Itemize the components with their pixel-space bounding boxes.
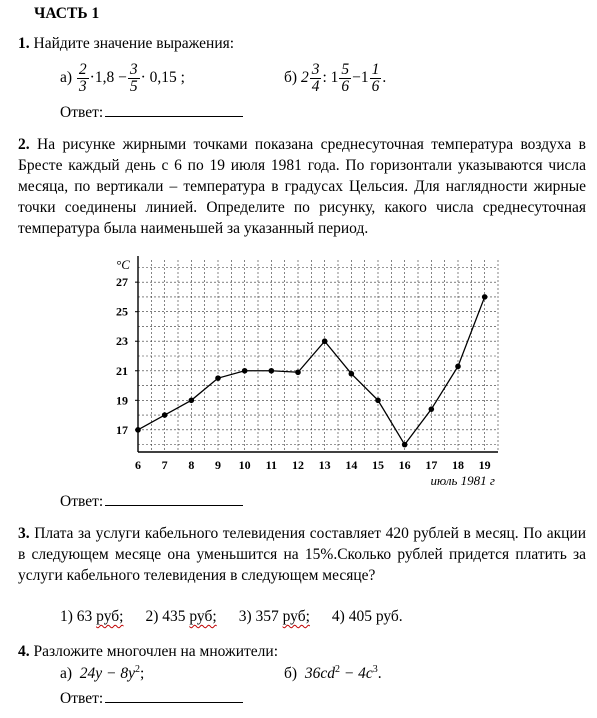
chart-axes <box>135 256 498 452</box>
temperature-point <box>322 338 328 344</box>
y-tick-label: 27 <box>116 275 128 290</box>
temperature-point <box>215 375 221 381</box>
fraction: $\frac{1}{6}$ <box>371 60 380 95</box>
task1-expression-b <box>284 58 386 98</box>
part-title: ЧАСТЬ 1 <box>34 5 100 22</box>
task3-prompt <box>18 523 586 586</box>
task4-a-end: ; <box>140 665 145 683</box>
task4-expression-a <box>60 664 144 683</box>
task1-expression-a <box>60 58 185 98</box>
task4-b-expr: 36cd <box>304 665 335 683</box>
y-tick-label: 21 <box>116 363 128 378</box>
task3-text: Плата за услуги кабельного телевидения составляет 420 рублей в месяц. По акции в следующем месяце она уменьшится на 15%.Сколько рублей придется платить за услуги кабельного телевидения в следующем месяце? <box>18 525 586 584</box>
task4-expression-b <box>284 664 382 683</box>
x-axis-caption: июль 1981 г <box>430 473 495 488</box>
task2-answer <box>60 491 243 511</box>
x-tick-label: 14 <box>345 458 358 472</box>
temperature-point <box>429 406 435 412</box>
fraction: $\frac{2}{3}$ <box>78 60 87 95</box>
temperature-point <box>189 398 195 404</box>
y-tick-label: 23 <box>116 334 128 349</box>
chart-grid <box>138 260 498 452</box>
answer-label: Ответ: <box>60 493 104 510</box>
x-tick-labels <box>135 458 491 472</box>
option-1[interactable]: 1) 63 руб; <box>60 608 124 625</box>
temperature-point <box>349 371 355 377</box>
option-3[interactable]: 3) 357 руб; <box>238 608 310 625</box>
answer-blank[interactable] <box>105 688 243 703</box>
task1-answer <box>60 102 243 122</box>
task2-prompt <box>18 134 586 239</box>
temperature-point <box>269 368 275 374</box>
y-axis-unit: °C <box>116 257 130 272</box>
answer-label: Ответ: <box>60 690 104 707</box>
x-tick-label: 18 <box>452 458 464 472</box>
x-tick-label: 6 <box>135 458 141 472</box>
exponent: 2 <box>334 664 340 675</box>
x-tick-label: 11 <box>265 458 278 472</box>
task1-a-mid: ·1,8 − <box>89 69 127 86</box>
task4-a-label: а) <box>60 665 73 683</box>
option-2[interactable]: 2) 435 руб; <box>145 608 217 625</box>
x-tick-label: 7 <box>161 458 168 472</box>
temperature-point <box>135 427 141 433</box>
temperature-point <box>455 364 461 370</box>
y-tick-labels <box>116 275 128 437</box>
x-tick-label: 13 <box>318 458 331 472</box>
exponent: 3 <box>372 664 378 675</box>
task4-b-end: . <box>377 665 382 683</box>
temperature-chart <box>100 252 520 492</box>
x-tick-label: 17 <box>425 458 438 472</box>
task1-b-end: . <box>382 69 387 86</box>
temperature-point <box>402 442 408 448</box>
task4-prompt <box>18 643 278 661</box>
task2-number: 2. <box>18 136 30 153</box>
task1-b-minus: −1 <box>352 69 369 86</box>
task4-number: 4. <box>18 643 30 660</box>
fraction: $\frac{3}{4}$ <box>311 60 320 95</box>
task4-b-expr2: − 4c <box>339 665 373 683</box>
task1-a-end: · 0,15 ; <box>140 69 185 86</box>
task1-b-colon: : 1 <box>322 69 339 86</box>
task4-b-label: б) <box>284 665 298 683</box>
y-tick-label: 19 <box>116 393 128 408</box>
temperature-point <box>242 368 248 374</box>
task4-a-expr: 24y − 8y <box>79 665 136 683</box>
task1-number: 1. <box>18 35 30 52</box>
whole-part: 2 <box>300 69 309 86</box>
x-tick-label: 16 <box>398 458 411 472</box>
temperature-point <box>162 412 168 418</box>
task1-text: Найдите значение выражения: <box>33 35 235 52</box>
x-tick-label: 10 <box>238 458 251 472</box>
task3-number: 3. <box>18 525 30 542</box>
answer-label: Ответ: <box>60 104 104 121</box>
task1-b-label: б) <box>284 69 298 86</box>
exponent: 2 <box>135 664 141 675</box>
x-tick-label: 8 <box>188 458 195 472</box>
x-tick-label: 9 <box>215 458 221 472</box>
x-tick-label: 19 <box>478 458 491 472</box>
fraction: $\frac{3}{5}$ <box>129 60 138 95</box>
task3-options <box>60 608 403 626</box>
temperature-point <box>375 398 381 404</box>
task4-text: Разложите многочлен на множители: <box>33 643 279 660</box>
task4-answer <box>60 688 243 708</box>
option-4[interactable]: 4) 405 руб. <box>331 608 403 625</box>
answer-blank[interactable] <box>105 102 243 117</box>
task1-prompt <box>18 35 234 53</box>
temperature-point <box>295 369 301 375</box>
answer-blank[interactable] <box>105 491 243 506</box>
y-tick-label: 17 <box>116 422 128 437</box>
y-tick-label: 25 <box>116 304 128 319</box>
task2-text: На рисунке жирными точками показана среднесуточная температура воздуха в Бресте каждый день с 6 по 19 июля 1981 года. По горизонтали указываются числа месяца, по вертикали – температура в градусах Цельсия. Для наглядности жирные точки соединены линией. Определите по рисунку, какого числа среднесуточная температура была наименьшей за указанный период. <box>18 136 586 237</box>
task1-a-label: а) <box>60 69 73 86</box>
temperature-point <box>482 294 488 300</box>
x-tick-label: 15 <box>372 458 384 472</box>
fraction: $\frac{5}{6}$ <box>341 60 350 95</box>
x-tick-label: 12 <box>292 458 304 472</box>
